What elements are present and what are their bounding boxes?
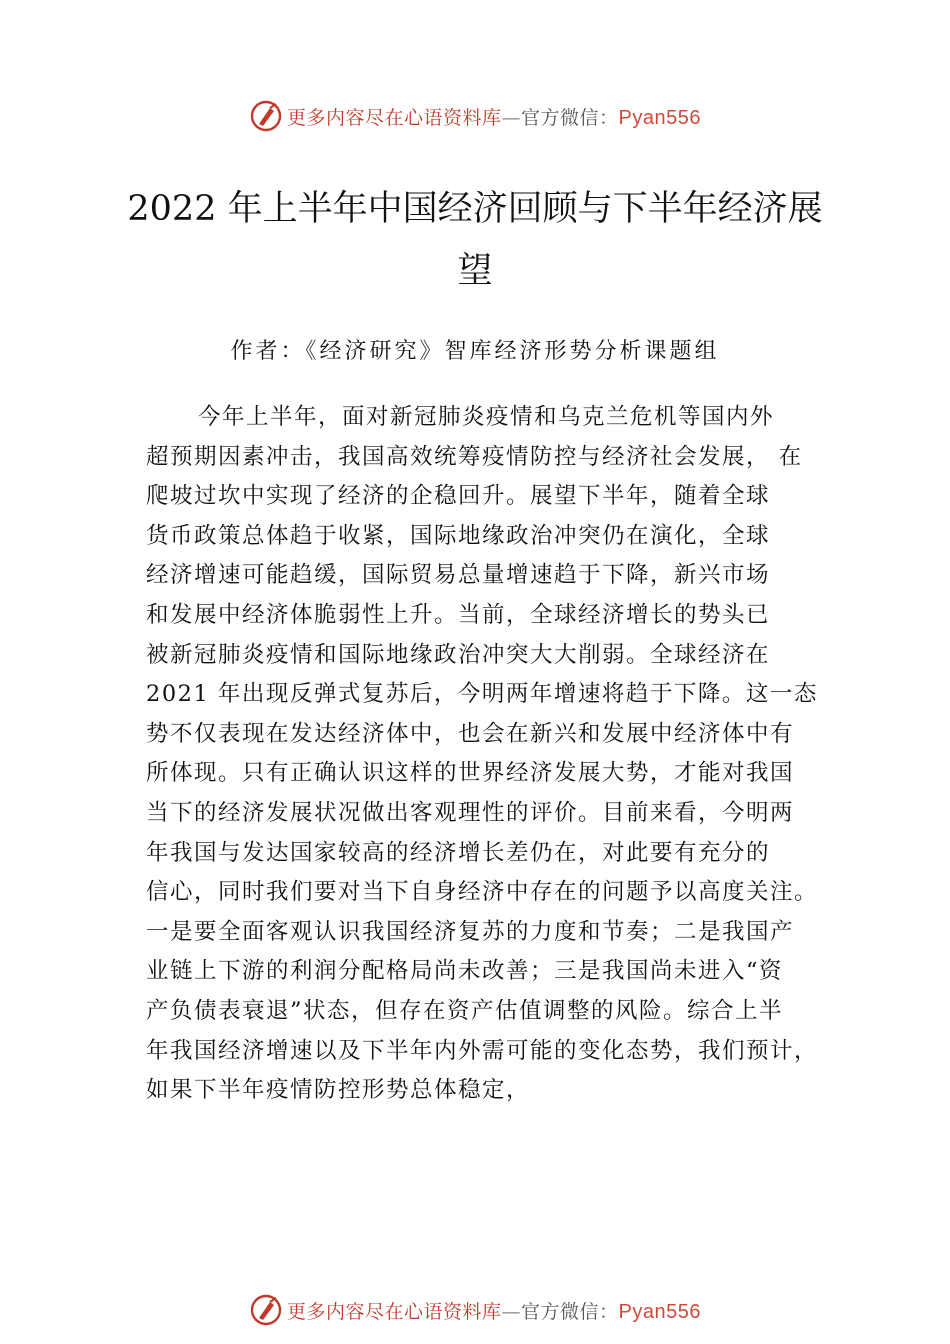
watermark-id: Pyan556 [618, 106, 701, 129]
body-line: 被新冠肺炎疫情和国际地缘政治冲突大大削弱。全球经济在 [146, 641, 771, 668]
watermark-text [287, 1297, 701, 1324]
body-line: 信心，同时我们要对当下自身经济中存在的问题予以高度关注。 [146, 879, 819, 906]
body-line: 和发展中经济体脆弱性上升。当前，全球经济增长的势头已 [146, 601, 771, 628]
watermark-main: 更多内容尽在心语资料库 [287, 106, 502, 129]
body-line: 货币政策总体趋于收紧，国际地缘政治冲突仍在演化，全球 [146, 522, 771, 549]
watermark-text [287, 103, 701, 130]
body-line: 今年上半年，面对新冠肺炎疫情和乌克兰危机等国内外 [198, 404, 775, 430]
watermark-label: 官方微信： [521, 1300, 619, 1323]
body-line: 爬坡过坎中实现了经济的企稳回升。展望下半年，随着全球 [146, 483, 771, 510]
body-line: 一是要全面客观认识我国经济复苏的力度和节奏；二是我国产 [146, 918, 795, 945]
body-line: 2021 年出现反弹式复苏后，今明两年增速将趋于下降。这一态 [146, 681, 818, 708]
body-line: 年我国与发达国家较高的经济增长差仍在，对此要有充分的 [146, 839, 771, 866]
document-title: 2022 年上半年中国经济回顾与下半年经济展望 [127, 189, 823, 291]
watermark-separator: — [501, 1300, 522, 1323]
watermark-separator: — [501, 106, 522, 129]
body-line: 所体现。只有正确认识这样的世界经济发展大势，才能对我国 [146, 760, 795, 787]
document-body [146, 398, 836, 1111]
body-line: 如果下半年疫情防控形势总体稳定， [146, 1077, 531, 1104]
body-line: 当下的经济发展状况做出客观理性的评价。目前来看，今明两 [146, 799, 795, 826]
quill-logo-icon [249, 1293, 283, 1327]
watermark-header [0, 96, 950, 136]
watermark-main: 更多内容尽在心语资料库 [287, 1300, 502, 1323]
body-line: 业链上下游的利润分配格局尚未改善；三是我国尚未进入“资 [146, 958, 784, 985]
quill-logo-icon [249, 99, 283, 133]
body-line: 经济增速可能趋缓，国际贸易总量增速趋于下降，新兴市场 [146, 562, 771, 589]
body-line: 产负债表衰退”状态，但存在资产估值调整的风险。综合上半 [146, 997, 784, 1024]
body-line: 超预期因素冲击，我国高效统筹疫情防控与经济社会发展， 在 [146, 443, 803, 470]
watermark-id: Pyan556 [618, 1300, 701, 1323]
watermark-footer [0, 1290, 950, 1330]
body-line: 势不仅表现在发达经济体中，也会在新兴和发展中经济体中有 [146, 720, 795, 747]
watermark-label: 官方微信： [521, 106, 619, 129]
body-line: 年我国经济增速以及下半年内外需可能的变化态势，我们预计， [146, 1037, 819, 1064]
document-author: 作者：《经济研究》智库经济形势分析课题组 [230, 339, 720, 364]
